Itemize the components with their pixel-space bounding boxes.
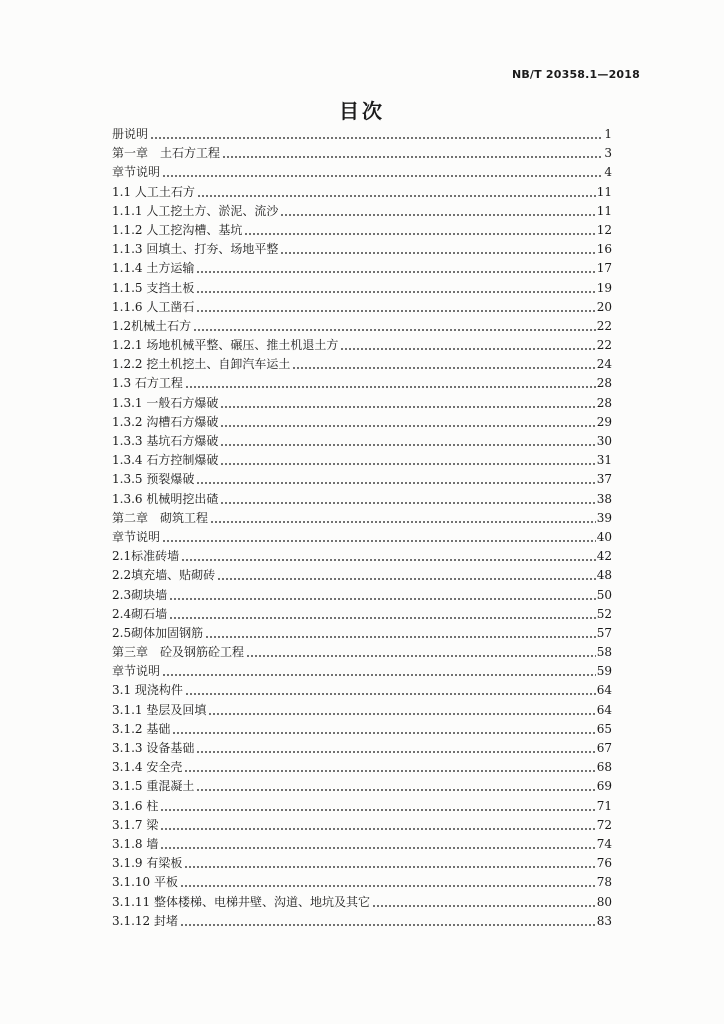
toc-entry-label: 1.3.4 石方控制爆破	[112, 453, 219, 468]
toc-entry-page-number: 78	[596, 875, 612, 890]
toc-entry-label: 章节说明	[112, 529, 161, 544]
toc-entry-label: 1.1.1 人工挖土方、淤泥、流沙	[112, 203, 279, 218]
toc-entry	[112, 797, 612, 816]
toc-entry-label: 3.1.12 封堵	[112, 913, 178, 928]
toc-entry-label: 3.1.8 墙	[112, 836, 159, 851]
toc-entry-page-number: 3	[604, 146, 612, 161]
toc-entry-label: 3.1.5 重混凝土	[112, 779, 195, 794]
toc-dot-leader	[220, 413, 595, 432]
toc-entry-label: 1.2.2 挖土机挖土、自卸汽车运土	[112, 357, 291, 372]
toc-entry-label: 章节说明	[112, 664, 161, 679]
toc-dot-leader	[196, 739, 595, 758]
toc-entry	[112, 298, 612, 317]
toc-entry	[112, 816, 612, 835]
toc-entry-label: 1.1.3 回填土、打夯、场地平整	[112, 242, 279, 257]
toc-title: 目次	[339, 99, 385, 123]
toc-entry	[112, 893, 612, 912]
toc-entry-page-number: 1	[604, 127, 612, 141]
toc-entry-page-number: 64	[596, 702, 612, 717]
toc-entry-label: 2.1标准砖墙	[112, 549, 180, 564]
toc-entry-page-number: 22	[596, 318, 612, 333]
toc-list	[112, 125, 612, 931]
toc-entry-label: 第二章 砌筑工程	[112, 510, 209, 525]
toc-entry	[112, 739, 612, 758]
toc-entry-page-number: 4	[604, 165, 612, 180]
toc-dot-leader	[160, 835, 595, 854]
toc-dot-leader	[280, 202, 595, 221]
toc-entry-label: 1.3.3 基坑石方爆破	[112, 434, 219, 448]
toc-entry-label: 3.1.10 平板	[112, 875, 178, 890]
toc-entry	[112, 701, 612, 720]
toc-dot-leader	[244, 221, 595, 240]
toc-dot-leader	[180, 912, 596, 931]
toc-entry	[112, 259, 612, 278]
toc-entry-label: 1.1.4 土方运输	[112, 261, 195, 276]
toc-entry-page-number: 68	[596, 760, 612, 775]
toc-dot-leader	[292, 355, 595, 374]
toc-entry-label: 3.1.1 垫层及回填	[112, 702, 207, 717]
toc-dot-leader	[169, 605, 596, 624]
toc-dot-leader	[169, 586, 596, 605]
toc-dot-leader	[205, 624, 596, 643]
toc-entry-page-number: 67	[596, 741, 612, 755]
toc-dot-leader	[184, 854, 595, 873]
toc-entry	[112, 643, 612, 662]
toc-dot-leader	[162, 528, 596, 547]
toc-dot-leader	[280, 240, 595, 259]
toc-entry	[112, 432, 612, 451]
toc-dot-leader	[222, 144, 603, 163]
toc-dot-leader	[184, 758, 595, 777]
toc-dot-leader	[210, 509, 596, 528]
toc-dot-leader	[220, 394, 595, 413]
toc-entry-label: 2.4砌石墙	[112, 606, 168, 621]
toc-entry	[112, 279, 612, 298]
toc-entry	[112, 413, 612, 432]
toc-dot-leader	[208, 701, 595, 720]
toc-entry-label: 1.1 人工土石方	[112, 184, 195, 199]
toc-dot-leader	[197, 183, 596, 202]
toc-entry	[112, 451, 612, 470]
toc-dot-leader	[150, 125, 603, 144]
toc-entry-label: 第三章 砼及钢筋砼工程	[112, 645, 245, 660]
toc-dot-leader	[220, 451, 595, 470]
toc-entry-page-number: 20	[596, 299, 612, 314]
toc-entry-page-number: 42	[596, 549, 612, 564]
toc-dot-leader	[181, 547, 596, 566]
toc-entry	[112, 509, 612, 528]
toc-entry-page-number: 58	[596, 645, 612, 660]
toc-entry-page-number: 19	[596, 280, 612, 295]
toc-entry-label: 3.1 现浇构件	[112, 683, 183, 698]
toc-entry-page-number: 29	[596, 414, 612, 429]
toc-dot-leader	[172, 720, 595, 739]
toc-entry	[112, 394, 612, 413]
toc-entry-page-number: 37	[596, 472, 612, 487]
toc-entry	[112, 605, 612, 624]
toc-dot-leader	[220, 490, 595, 509]
toc-dot-leader	[340, 336, 595, 355]
toc-entry-page-number: 59	[596, 664, 612, 679]
toc-entry-label: 3.1.4 安全壳	[112, 760, 183, 775]
toc-entry-label: 3.1.3 设备基础	[112, 741, 195, 755]
toc-entry-label: 1.3.2 沟槽石方爆破	[112, 414, 219, 429]
toc-entry	[112, 528, 612, 547]
toc-dot-leader	[196, 279, 595, 298]
toc-dot-leader	[162, 163, 603, 182]
toc-entry	[112, 758, 612, 777]
toc-entry	[112, 662, 612, 681]
toc-entry-label: 1.3 石方工程	[112, 376, 183, 391]
toc-entry-label: 2.3砌块墙	[112, 587, 168, 602]
toc-entry-page-number: 39	[596, 510, 612, 525]
toc-entry-page-number: 38	[596, 491, 612, 506]
toc-dot-leader	[217, 566, 596, 585]
toc-entry-page-number: 31	[596, 453, 612, 468]
toc-entry-label: 3.1.7 梁	[112, 817, 159, 832]
toc-entry	[112, 912, 612, 931]
toc-entry-page-number: 74	[596, 836, 612, 851]
toc-entry-page-number: 65	[596, 721, 612, 736]
toc-dot-leader	[185, 374, 596, 393]
toc-entry	[112, 221, 612, 240]
toc-entry-label: 1.1.2 人工挖沟槽、基坑	[112, 222, 243, 237]
toc-entry-label: 1.1.6 人工凿石	[112, 299, 195, 314]
toc-entry	[112, 240, 612, 259]
toc-entry-page-number: 52	[596, 606, 612, 621]
toc-dot-leader	[196, 470, 595, 489]
toc-entry-page-number: 48	[596, 568, 612, 583]
toc-entry	[112, 125, 612, 144]
toc-entry	[112, 547, 612, 566]
toc-entry-page-number: 57	[596, 625, 612, 640]
toc-entry-label: 1.2机械土石方	[112, 318, 192, 333]
toc-entry	[112, 317, 612, 336]
toc-entry	[112, 355, 612, 374]
toc-entry-page-number: 11	[596, 184, 612, 199]
toc-entry	[112, 183, 612, 202]
toc-entry-label: 2.2填充墙、贴砌砖	[112, 568, 216, 583]
toc-entry-page-number: 28	[596, 395, 612, 410]
toc-entry-page-number: 80	[596, 894, 612, 909]
toc-dot-leader	[196, 777, 595, 796]
toc-entry-page-number: 76	[596, 856, 612, 871]
toc-entry-label: 册说明	[112, 127, 149, 141]
toc-entry-page-number: 12	[596, 222, 612, 237]
toc-dot-leader	[196, 298, 595, 317]
toc-entry-label: 1.3.6 机械明挖出碴	[112, 491, 219, 506]
toc-entry-page-number: 22	[596, 338, 612, 353]
toc-dot-leader	[372, 893, 596, 912]
toc-entry-page-number: 50	[596, 587, 612, 602]
toc-entry	[112, 835, 612, 854]
toc-entry-label: 3.1.6 柱	[112, 798, 159, 813]
toc-entry-label: 1.1.5 支挡土板	[112, 280, 195, 295]
toc-entry	[112, 336, 612, 355]
toc-entry-label: 章节说明	[112, 165, 161, 180]
toc-dot-leader	[196, 259, 595, 278]
toc-entry-label: 3.1.9 有梁板	[112, 856, 183, 871]
toc-dot-leader	[246, 643, 596, 662]
toc-entry-page-number: 69	[596, 779, 612, 794]
toc-entry	[112, 163, 612, 182]
toc-entry-label: 3.1.2 基础	[112, 721, 171, 736]
toc-dot-leader	[160, 816, 595, 835]
toc-entry	[112, 144, 612, 163]
toc-entry-label: 1.3.1 一般石方爆破	[112, 395, 219, 410]
toc-entry-label: 1.3.5 预裂爆破	[112, 472, 195, 487]
toc-entry-page-number: 11	[596, 203, 612, 218]
toc-dot-leader	[160, 797, 595, 816]
toc-entry-label: 3.1.11 整体楼梯、电梯井壁、沟道、地坑及其它	[112, 894, 370, 909]
toc-dot-leader	[180, 873, 596, 892]
toc-entry-page-number: 16	[596, 242, 612, 257]
toc-entry	[112, 854, 612, 873]
toc-entry	[112, 681, 612, 700]
toc-entry	[112, 490, 612, 509]
toc-entry-page-number: 28	[596, 376, 612, 391]
toc-entry	[112, 374, 612, 393]
toc-dot-leader	[193, 317, 596, 336]
toc-entry-page-number: 30	[596, 434, 612, 448]
toc-entry-label: 2.5砌体加固钢筋	[112, 625, 204, 640]
toc-entry	[112, 777, 612, 796]
toc-dot-leader	[220, 432, 595, 451]
toc-entry-page-number: 83	[596, 913, 612, 928]
toc-entry-page-number: 17	[596, 261, 612, 276]
toc-entry	[112, 470, 612, 489]
toc-entry-label: 第一章 土石方工程	[112, 146, 221, 161]
toc-entry-page-number: 71	[596, 798, 612, 813]
toc-entry	[112, 873, 612, 892]
toc-dot-leader	[185, 681, 596, 700]
toc-entry	[112, 566, 612, 585]
toc-entry	[112, 720, 612, 739]
toc-entry	[112, 624, 612, 643]
toc-entry-page-number: 72	[596, 817, 612, 832]
toc-entry-page-number: 40	[596, 529, 612, 544]
toc-dot-leader	[162, 662, 596, 681]
toc-entry-page-number: 24	[596, 357, 612, 372]
standard-code: NB/T 20358.1—2018	[511, 68, 640, 81]
toc-entry	[112, 586, 612, 605]
toc-entry-label: 1.2.1 场地机械平整、碾压、推土机退土方	[112, 338, 339, 353]
toc-entry	[112, 202, 612, 221]
toc-entry-page-number: 64	[596, 683, 612, 698]
